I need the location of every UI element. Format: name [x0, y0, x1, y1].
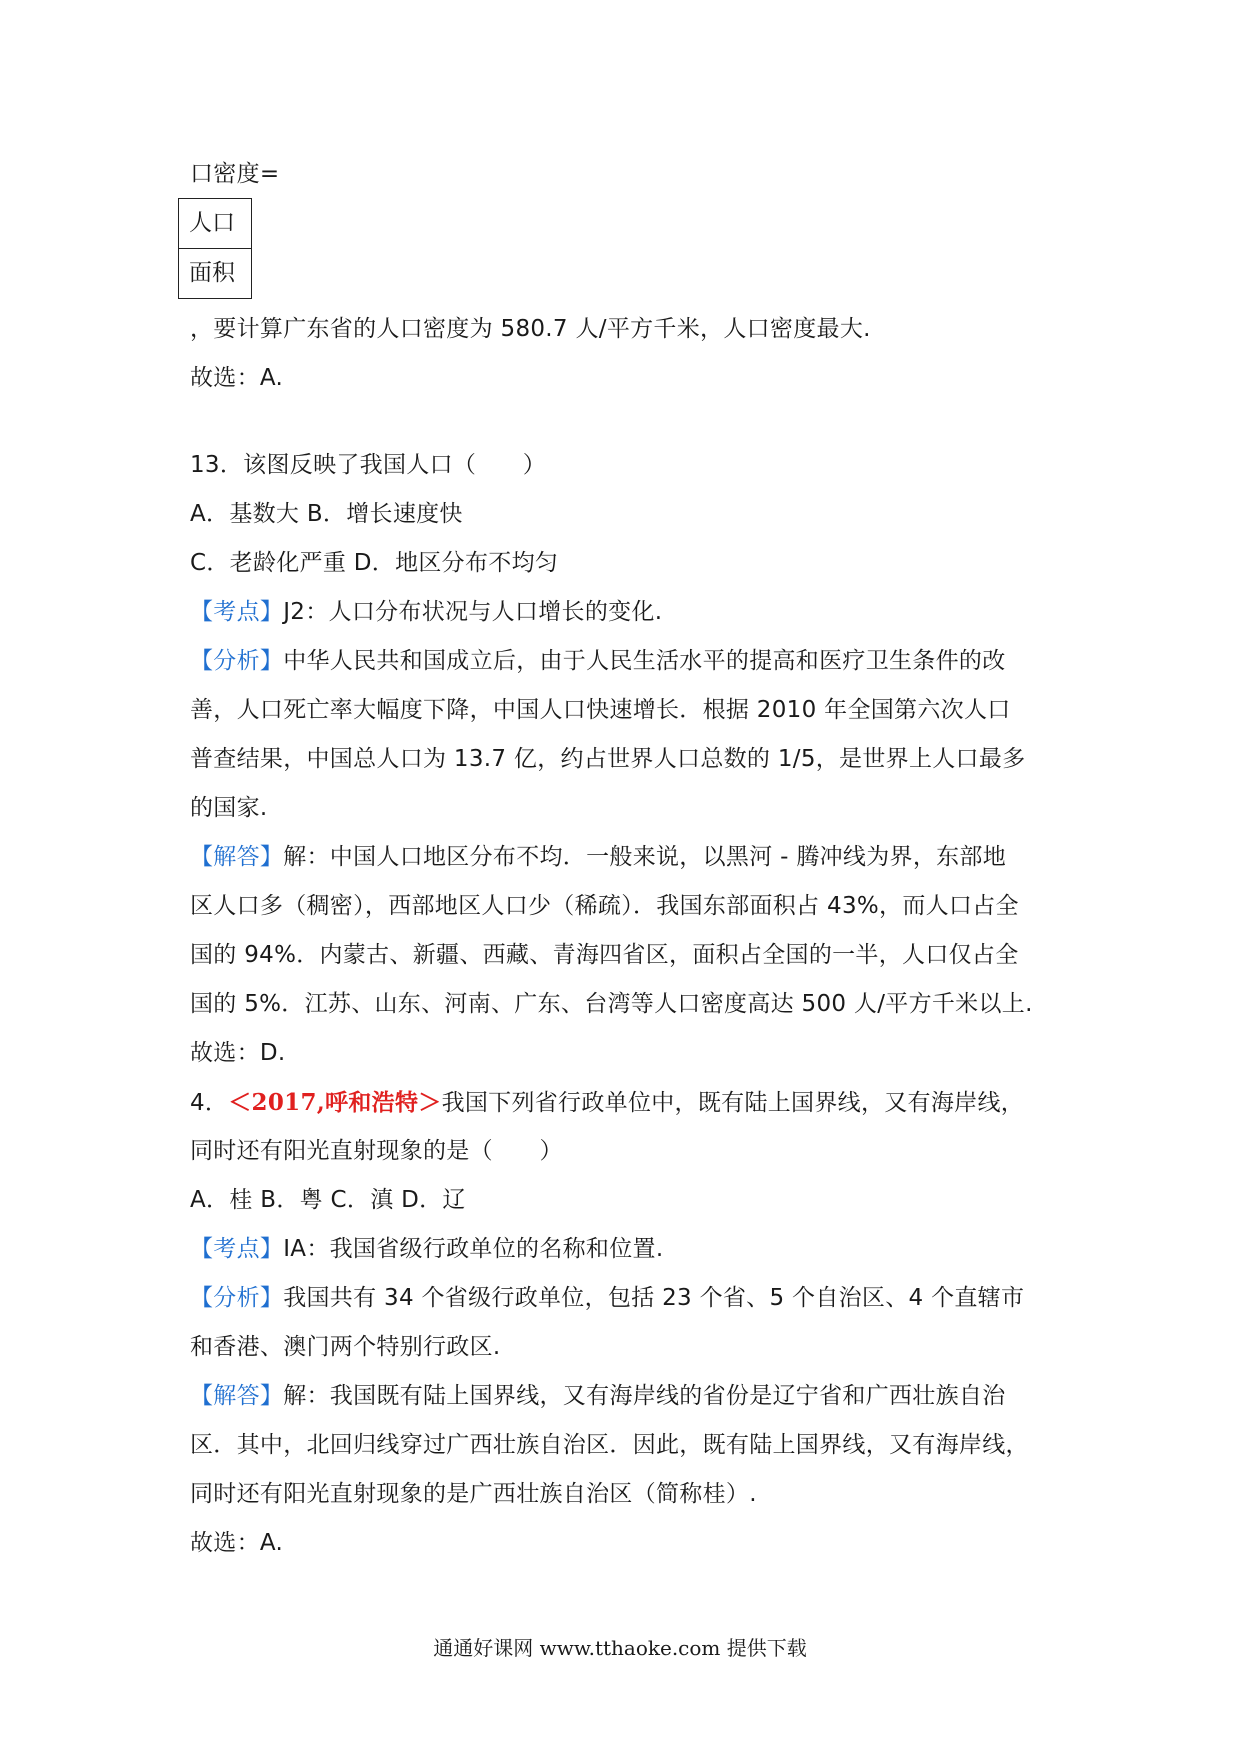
prev-conclusion: ，要计算广东省的人口密度为 580.7 人/平方千米，人口密度最大.	[190, 316, 871, 342]
q13-kaodian	[190, 588, 1070, 637]
q4-source: ＜2017,呼和浩特＞	[228, 1089, 442, 1116]
kaodian-text: J2：人口分布状况与人口增长的变化.	[283, 599, 663, 625]
q13-fenxi-3: 普查结果，中国总人口为 13.7 亿，约占世界人口总数的 1/5，是世界上人口最多	[190, 746, 1026, 772]
jieda-text: 解：我国既有陆上国界线，又有海岸线的省份是辽宁省和广西壮族自治	[283, 1383, 1006, 1409]
jieda-tag: 【解答】	[190, 844, 284, 870]
jieda-text: 解：中国人口地区分布不均．一般来说，以黑河 - 腾冲线为界，东部地	[283, 844, 1007, 870]
q4-fenxi-2: 和香港、澳门两个特别行政区.	[190, 1334, 501, 1360]
q4-answer: 故选：A.	[190, 1530, 284, 1556]
q13-jieda-1	[190, 833, 1070, 882]
fraction-numerator: 人口	[189, 210, 235, 236]
jieda-tag: 【解答】	[190, 1383, 284, 1409]
fenxi-tag: 【分析】	[190, 1285, 284, 1311]
q4-kaodian	[190, 1225, 1070, 1274]
page-footer: 通通好课网 www.tthaoke.com 提供下载	[433, 1636, 807, 1660]
q13-question: 13．该图反映了我国人口（ ）	[190, 452, 547, 478]
kaodian-tag: 【考点】	[190, 1236, 284, 1262]
q13-options-1: A．基数大 B．增长速度快	[190, 501, 463, 527]
q4-number: 4．	[190, 1090, 229, 1116]
q13-fenxi-2: 善，人口死亡率大幅度下降，中国人口快速增长．根据 2010 年全国第六次人口	[190, 697, 1011, 723]
q13-jieda-3: 国的 94%．内蒙古、新疆、西藏、青海四省区，面积占全国的一半，人口仅占全	[190, 942, 1019, 968]
q4-jieda-1	[190, 1372, 1070, 1421]
formula-prefix: 口密度=	[190, 161, 280, 187]
q13-answer: 故选：D.	[190, 1040, 286, 1066]
q4-question-2: 同时还有阳光直射现象的是（ ）	[190, 1138, 563, 1164]
fenxi-text: 中华人民共和国成立后，由于人民生活水平的提高和医疗卫生条件的改	[283, 648, 1006, 674]
q13-jieda-2: 区人口多（稠密），西部地区人口少（稀疏）．我国东部面积占 43%，而人口占全	[190, 893, 1019, 919]
document-page	[190, 150, 1070, 1568]
q4-question-1	[190, 1078, 1070, 1127]
fenxi-tag: 【分析】	[190, 648, 284, 674]
q4-question-text: 我国下列省行政单位中，既有陆上国界线，又有海岸线，	[441, 1090, 1025, 1116]
q4-options: A．桂 B．粤 C．滇 D．辽	[190, 1187, 466, 1213]
kaodian-tag: 【考点】	[190, 599, 284, 625]
q13-jieda-4: 国的 5%．江苏、山东、河南、广东、台湾等人口密度高达 500 人/平方千米以上.	[190, 991, 1033, 1017]
q4-jieda-3: 同时还有阳光直射现象的是广西壮族自治区（简称桂）.	[190, 1481, 757, 1507]
prev-answer: 故选：A.	[190, 365, 284, 391]
fenxi-text: 我国共有 34 个省级行政单位，包括 23 个省、5 个自治区、4 个直辖市	[283, 1285, 1025, 1311]
q13-fenxi-4: 的国家.	[190, 795, 268, 821]
q13-options-2: C．老龄化严重 D．地区分布不均匀	[190, 550, 559, 576]
q4-fenxi-1	[190, 1274, 1070, 1323]
kaodian-text: IA：我国省级行政单位的名称和位置.	[283, 1236, 664, 1262]
q13-fenxi-1	[190, 637, 1070, 686]
density-fraction-box	[178, 198, 252, 299]
q4-jieda-2: 区．其中，北回归线穿过广西壮族自治区．因此，既有陆上国界线，又有海岸线，	[190, 1432, 1029, 1458]
fraction-denominator: 面积	[179, 248, 251, 298]
